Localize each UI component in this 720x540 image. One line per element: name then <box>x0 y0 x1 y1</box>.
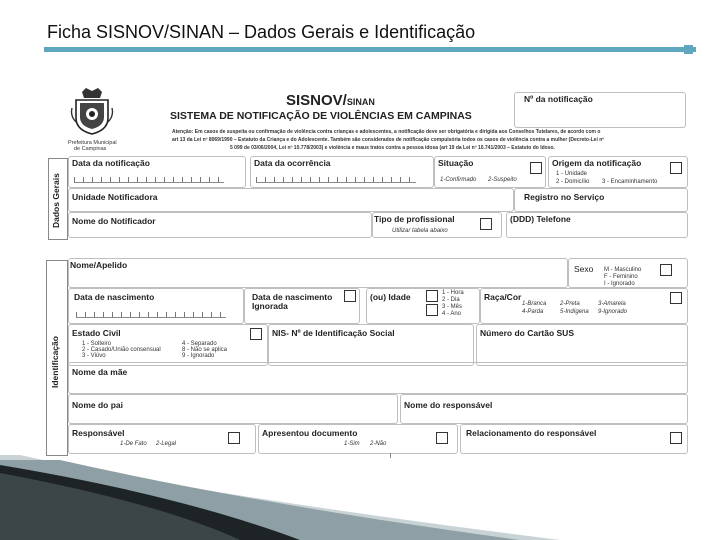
birth-date-unknown-label-1: Data de nascimento <box>252 292 333 302</box>
notification-form <box>40 78 690 458</box>
logo-text-2: de Campinas <box>74 146 107 152</box>
system-title-suffix: SINAN <box>346 97 375 107</box>
age-value-box-2[interactable] <box>426 304 438 316</box>
marital-option-9: 9 - Ignorado <box>182 353 215 359</box>
race-option-5: 5-Indígena <box>560 309 589 315</box>
system-title <box>286 92 375 109</box>
birth-date-label: Data de nascimento <box>74 292 155 302</box>
system-title-main: SISNOV/ <box>286 92 347 109</box>
mother-name-field[interactable] <box>68 362 688 394</box>
title-underline <box>44 47 696 52</box>
marital-status-checkbox[interactable] <box>250 328 262 340</box>
origin-option-2: 2 - Domicílio <box>556 179 590 185</box>
race-label: Raça/Cor <box>484 292 522 302</box>
sex-option-m: M - Masculino <box>604 267 642 273</box>
origin-option-3: 3 - Encaminhamento <box>602 179 658 185</box>
situation-option-2: 2-Suspeito <box>488 177 517 183</box>
responsible-option-1: 1-De Fato <box>120 441 147 447</box>
situation-option-1: 1-Confirmado <box>440 177 477 183</box>
marital-option-1: 1 - Solteiro <box>82 341 112 347</box>
marital-status-label: Estado Civil <box>72 328 121 338</box>
origin-option-1: 1 - Unidade <box>556 171 588 177</box>
document-label: Apresentou documento <box>262 428 358 438</box>
race-option-3: 3-Amarela <box>598 301 626 307</box>
slide-title: Ficha SISNOV/SINAN – Dados Gerais e Identificação <box>47 22 476 42</box>
document-option-2: 2-Não <box>370 441 387 447</box>
notice-line-3: 5 099 de 03/06/2004, Lei nº 10.778/2003) e violência e maus tratos contra a pessoa idosa (art 19 da Lei nº 10.741/2003 – Estatuto do Idoso. <box>230 145 555 151</box>
notifier-name-label: Nome do Notificador <box>72 216 156 226</box>
age-value-box[interactable] <box>426 290 438 302</box>
service-record-label: Registro no Serviço <box>524 192 605 202</box>
sex-checkbox[interactable] <box>660 264 672 276</box>
age-unit-1: 1 - Hora <box>442 290 464 296</box>
nis-label: NIS- Nº de Identificação Social <box>272 328 395 338</box>
age-unit-3: 3 - Mês <box>442 304 463 310</box>
race-option-4: 4-Parda <box>522 309 544 315</box>
professional-type-checkbox[interactable] <box>480 218 492 230</box>
decorative-swoosh <box>0 455 720 540</box>
marital-option-2: 2 - Casado/União consensual <box>82 347 161 353</box>
notice-line-2: art 13 da Lei nº 8069/1990 – Estatuto da Criança e do Adolescente. Também são considerados de notificação compulsória todos os casos de violência contra a mulher (Decreto-Lei nº <box>172 137 605 143</box>
birth-date-unknown-checkbox[interactable] <box>344 290 356 302</box>
relationship-label: Relacionamento do responsável <box>466 428 597 438</box>
birth-date-unknown-label-2: Ignorada <box>252 301 288 311</box>
phone-label: (DDD) Telefone <box>510 214 571 224</box>
marital-option-3: 3 - Viúvo <box>82 353 106 359</box>
sus-card-label: Número do Cartão SUS <box>480 328 574 338</box>
age-label: (ou) Idade <box>370 292 411 302</box>
name-field[interactable] <box>68 258 568 288</box>
age-unit-2: 2 - Dia <box>442 297 460 303</box>
race-option-2: 2-Preta <box>560 301 580 307</box>
document-checkbox[interactable] <box>436 432 448 444</box>
origin-checkbox[interactable] <box>670 162 682 174</box>
sex-label: Sexo <box>574 264 594 274</box>
professional-type-hint: Utilizar tabela abaixo <box>392 228 448 234</box>
responsible-checkbox[interactable] <box>228 432 240 444</box>
notification-date-ticks <box>74 177 224 183</box>
sex-option-f: F - Feminino <box>604 274 638 280</box>
mother-name-label: Nome da mãe <box>72 367 128 377</box>
title-underline-square <box>684 45 693 54</box>
name-label: Nome/Apelido <box>70 260 128 270</box>
birth-date-ticks <box>76 312 226 318</box>
professional-type-label: Tipo de profissional <box>374 214 455 224</box>
race-option-1: 1-Branca <box>522 301 547 307</box>
identification-section-label: Identificação <box>50 336 60 388</box>
notice-line-1: Atenção: Em casos de suspeita ou confirmação de violência contra crianças e adolescentes, a notificação deve ser obrigatória e dirigida aos Conselhos Tutelares, de acordo com o <box>172 129 601 135</box>
responsible-option-2: 2-Legal <box>156 441 177 447</box>
notification-date-label: Data da notificação <box>72 158 150 168</box>
occurrence-date-ticks <box>256 177 416 183</box>
race-option-9: 9-Ignorado <box>598 309 628 315</box>
sex-option-i: I - Ignorado <box>604 281 635 287</box>
document-option-1: 1-Sim <box>344 441 360 447</box>
marital-option-8: 8 - Não se aplica <box>182 347 228 353</box>
notifying-unit-label: Unidade Notificadora <box>72 192 158 202</box>
occurrence-date-label: Data da ocorrência <box>254 158 331 168</box>
responsible-name-label: Nome do responsável <box>404 400 493 410</box>
municipal-crest-icon <box>70 86 114 136</box>
situation-label: Situação <box>438 158 474 168</box>
age-unit-4: 4 - Ano <box>442 311 462 317</box>
situation-checkbox[interactable] <box>530 162 542 174</box>
logo-text-1: Prefeitura Municipal <box>68 140 117 146</box>
race-checkbox[interactable] <box>670 292 682 304</box>
general-section-label: Dados Gerais <box>51 173 61 228</box>
relationship-checkbox[interactable] <box>670 432 682 444</box>
system-subtitle: SISTEMA DE NOTIFICAÇÃO DE VIOLÊNCIAS EM CAMPINAS <box>170 110 472 122</box>
responsible-label: Responsável <box>72 428 125 438</box>
notification-number-label: Nº da notificação <box>524 94 593 104</box>
marital-option-4: 4 - Separado <box>182 341 217 347</box>
origin-label: Origem da notificação <box>552 158 642 168</box>
father-name-label: Nome do pai <box>72 400 124 410</box>
